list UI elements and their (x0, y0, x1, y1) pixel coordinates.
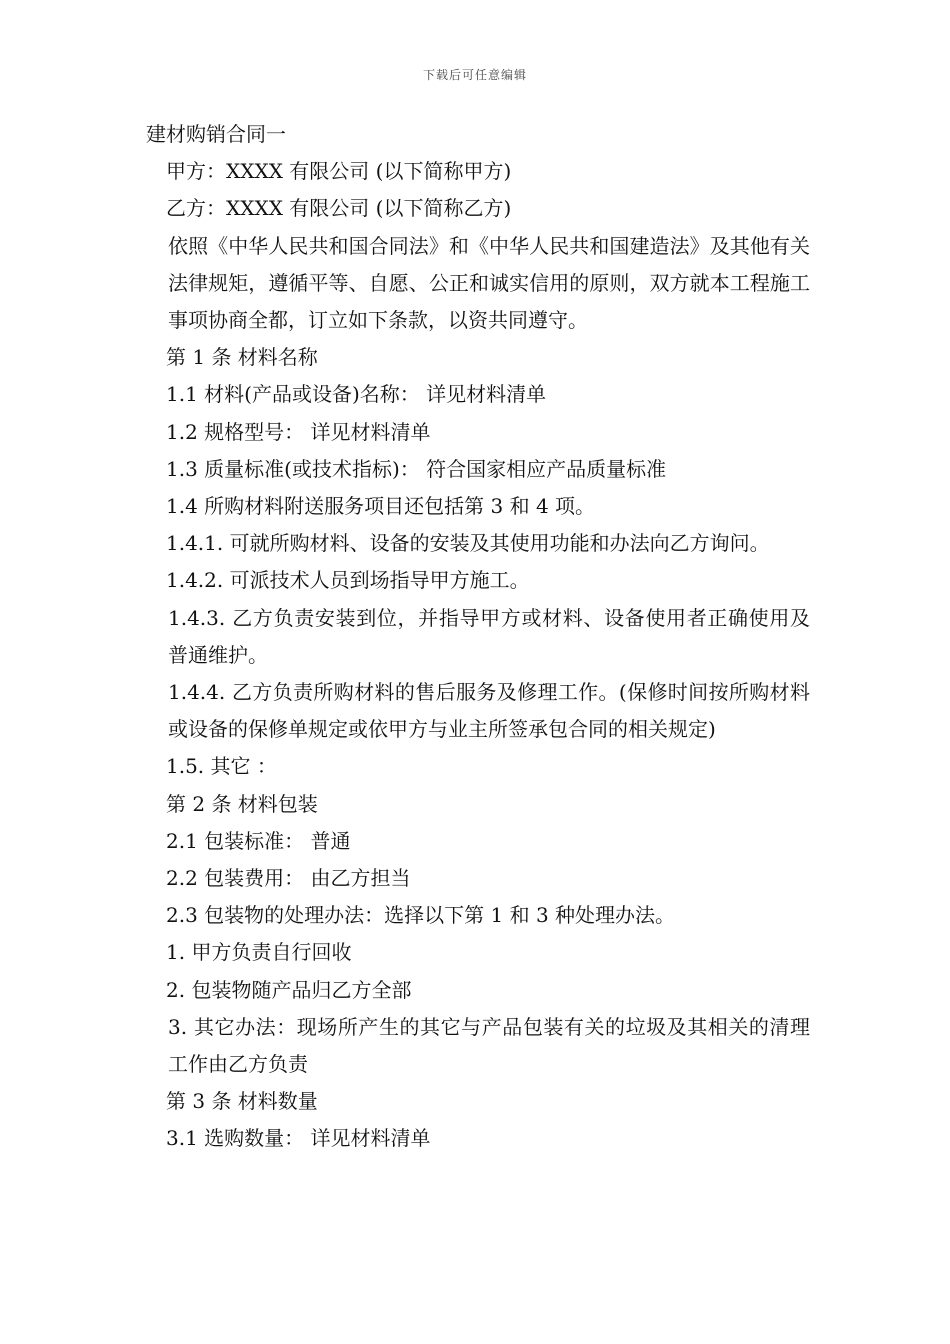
clause-1-4-4: 1.4.4. 乙方负责所购材料的售后服务及修理工作。(保修时间按所购材料或设备的保修单规定或依甲方与业主所签承包合同的相关规定) (168, 680, 810, 742)
option-3: 3. 其它办法：现场所产生的其它与产品包装有关的垃圾及其相关的清理工作由乙方负责 (168, 1014, 810, 1077)
clause-3-1: 3.1 选购数量： 详见材料清单 (166, 1126, 431, 1151)
clause-1-3: 1.3 质量标准(或技术指标)： 符合国家相应产品质量标准 (166, 456, 667, 481)
contract-title: 建材购销合同一 (146, 122, 286, 146)
preamble-paragraph: 依照《中华人民共和国合同法》和《中华人民共和国建造法》及其他有关法律规矩，遵循平等、自愿、公正和诚实信用的原则，双方就本工程施工事项协商全都，订立如下条款，以资共同遵守。 (168, 233, 810, 333)
article-3-heading: 第 3 条 材料数量 (166, 1089, 318, 1114)
clause-1-1: 1.1 材料(产品或设备)名称： 详见材料清单 (166, 382, 547, 407)
party-b: 乙方：XXXX 有限公司 (以下简称乙方) (166, 196, 512, 221)
clause-2-1: 2.1 包装标准： 普通 (166, 828, 351, 853)
clause-2-2: 2.2 包装费用： 由乙方担当 (166, 866, 411, 891)
clause-1-4-1: 1.4.1. 可就所购材料、设备的安装及其使用功能和办法向乙方询问。 (166, 531, 770, 556)
clause-1-2: 1.2 规格型号： 详见材料清单 (166, 419, 431, 444)
clause-2-3: 2.3 包装物的处理办法：选择以下第 1 和 3 种处理办法。 (166, 903, 676, 928)
contract-body (146, 116, 810, 1158)
article-2-heading: 第 2 条 材料包装 (166, 791, 318, 816)
option-2: 2. 包装物随产品归乙方全部 (166, 977, 412, 1002)
clause-1-5: 1.5. 其它 ： (166, 754, 277, 779)
article-1-heading: 第 1 条 材料名称 (166, 345, 318, 370)
clause-1-4: 1.4 所购材料附送服务项目还包括第 3 和 4 项。 (166, 494, 596, 519)
party-a: 甲方：XXXX 有限公司 (以下简称甲方) (166, 159, 512, 184)
clause-1-4-3: 1.4.3. 乙方负责安装到位，并指导甲方或材料、设备使用者正确使用及普通维护。 (168, 605, 810, 667)
clause-1-4-2: 1.4.2. 可派技术人员到场指导甲方施工。 (166, 568, 530, 593)
option-1: 1. 甲方负责自行回收 (166, 940, 352, 965)
page-header-note: 下载后可任意编辑 (422, 68, 527, 82)
